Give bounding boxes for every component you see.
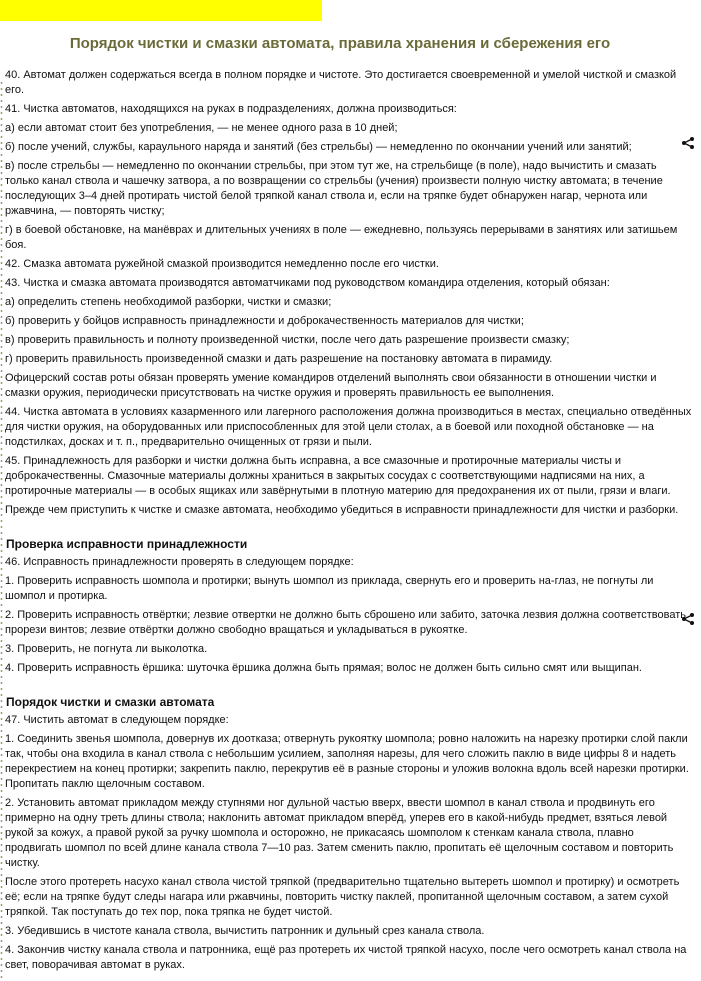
paragraph: После этого протереть насухо канал ствола чистой тряпкой (предварительно тщательно вытереть шомпол и протирку) и осмотреть её; если на тряпке будут следы нагара или ржавчины, повторить чистку паклей, пропитанной щелочным составом, а затем сухой тряпкой. Так поступать до тех пор, пока тряпка не будет чистой. bbox=[5, 876, 680, 918]
paragraph: а) если автомат стоит без употребления, — не менее одного раза в 10 дней; bbox=[5, 122, 398, 134]
paragraph: 44. Чистка автомата в условиях казарменного или лагерного расположения должна производиться в местах, специально отведённых для чистки оружия, на оборудованных или приспособленных для этой цели столах, а в боевой или походной обстановке — на подстилках, досках и т. п., предварительно очищенных от грязи и пыли. bbox=[5, 406, 692, 448]
paragraph: г) проверить правильность произведенной смазки и дать разрешение на постановку автомата в пирамиду. bbox=[5, 353, 553, 365]
paragraph: Офицерский состав роты обязан проверять умение командиров отделений выполнять свои обязанности в отношении чистки и смазки оружия, периодически присутствовать на чистке оружия и проверять правильность ее выполнения. bbox=[5, 372, 657, 399]
top-highlight-bar bbox=[0, 0, 322, 21]
article-body bbox=[5, 68, 693, 977]
paragraph: 1. Соединить звенья шомпола, довернув их доотказа; отвернуть рукоятку шомпола; ровно наложить на нарезку протирки слой пакли так, чтобы она входила в канал ствола с небольшим усилием, заполняя нарезы, для чего сложить паклю в виде цифры 8 и надеть перекрестием на конец протирки; закрепить паклю, перекрутив её в разные стороны и уложив волокна вдоль всей нарезки протирки. Пропитать паклю щелочным составом. bbox=[5, 733, 689, 790]
section-heading-cleaning-order: Порядок чистки и смазки автомата bbox=[6, 695, 215, 709]
page-title: Порядок чистки и смазки автомата, правила хранения и сбережения его bbox=[69, 35, 611, 52]
paragraph: 2. Проверить исправность отвёртки; лезвие отвертки не должно быть сброшено или забито, заточка лезвия должна соответствовать прорези винтов; лезвие отвёртки должно свободно вращаться и укладываться в рукоятке. bbox=[5, 609, 686, 636]
paragraph: 41. Чистка автоматов, находящихся на руках в подразделениях, должна производиться: bbox=[5, 103, 457, 115]
paragraph: 40. Автомат должен содержаться всегда в полном порядке и чистоте. Это достигается своевременной и умелой чисткой и смазкой его. bbox=[5, 69, 677, 96]
paragraph: г) в боевой обстановке, на манёврах и длительных учениях в поле — ежедневно, пользуясь перерывами в занятиях или затишьем боя. bbox=[5, 224, 678, 251]
paragraph: 2. Установить автомат прикладом между ступнями ног дульной частью вверх, ввести шомпол в канал ствола и продвинуть его примерно на одну треть длины ствола; наклонить автомат прикладом вперёд, уперев его в какой-нибудь предмет, взяться левой рукой за кожух, а правой рукой за ручку шомпола и осторожно, не прикасаясь шомполом к стенкам канала ствола, плавно продвигать шомпол по всей длине канала ствола 7—10 раз. Затем сменить паклю, пропитать её щелочным составом и повторить чистку. bbox=[5, 797, 674, 869]
paragraph: 47. Чистить автомат в следующем порядке: bbox=[5, 714, 229, 726]
section-heading-tools-check: Проверка исправности принадлежности bbox=[6, 537, 248, 551]
paragraph: 45. Принадлежность для разборки и чистки должна быть исправна, а все смазочные и протирочные материалы чисты и доброкачественны. Смазочные материалы должны храниться в закрытых сосудах с соответствующими надписями на них, а протирочные материалы — в особых ящиках или завёрнутыми в плотную материю для предохранения их от пыли, грязи и влаги. bbox=[5, 455, 671, 497]
paragraph: 4. Закончив чистку канала ствола и патронника, ещё раз протереть их чистой тряпкой насухо, после чего осмотреть канал ствола на свет, поворачивая автомат в руках. bbox=[5, 944, 687, 971]
paragraph: Прежде чем приступить к чистке и смазке автомата, необходимо убедиться в исправности принадлежности для чистки и разборки. bbox=[5, 504, 679, 516]
paragraph: б) после учений, службы, караульного наряда и занятий (без стрельбы) — немедленно по окончании учений или занятий; bbox=[5, 141, 632, 153]
paragraph: 1. Проверить исправность шомпола и протирки; вынуть шомпол из приклада, свернуть его и проверить на-глаз, не погнуты ли шомпол и протирка. bbox=[5, 575, 654, 602]
paragraph: б) проверить у бойцов исправность принадлежности и доброкачественность материалов для чистки; bbox=[5, 315, 524, 327]
paragraph: в) после стрельбы — немедленно по окончании стрельбы, при этом тут же, на стрельбище (в поле), надо вычистить и смазать только канал ствола и чашечку затвора, а по возвращении со стрельбы (учения) произвести полную чистку автомата; в течение последующих 3–4 дней протирать чистой белой тряпкой канал ствола и, если на тряпке будет обнаружен нагар, чернота или ржавчина, — повторять чистку; bbox=[5, 160, 663, 217]
paragraph: а) определить степень необходимой разборки, чистки и смазки; bbox=[5, 296, 332, 308]
paragraph: 3. Убедившись в чистоте канала ствола, вычистить патронник и дульный срез канала ствола. bbox=[5, 925, 485, 937]
paragraph: 46. Исправность принадлежности проверять в следующем порядке: bbox=[5, 556, 354, 568]
paragraph: 3. Проверить, не погнута ли выколотка. bbox=[5, 643, 208, 655]
paragraph: в) проверить правильность и полноту произведенной чистки, после чего дать разрешение произвести смазку; bbox=[5, 334, 570, 346]
paragraph: 43. Чистка и смазка автомата производятся автоматчиками под руководством командира отделения, который обязан: bbox=[5, 277, 610, 289]
paragraph: 4. Проверить исправность ёршика: шуточка ёршика должна быть прямая; волос не должен быть сильно смят или выщипан. bbox=[5, 662, 642, 674]
paragraph: 42. Смазка автомата ружейной смазкой производится немедленно после его чистки. bbox=[5, 258, 439, 270]
left-decorative-border bbox=[0, 80, 3, 980]
